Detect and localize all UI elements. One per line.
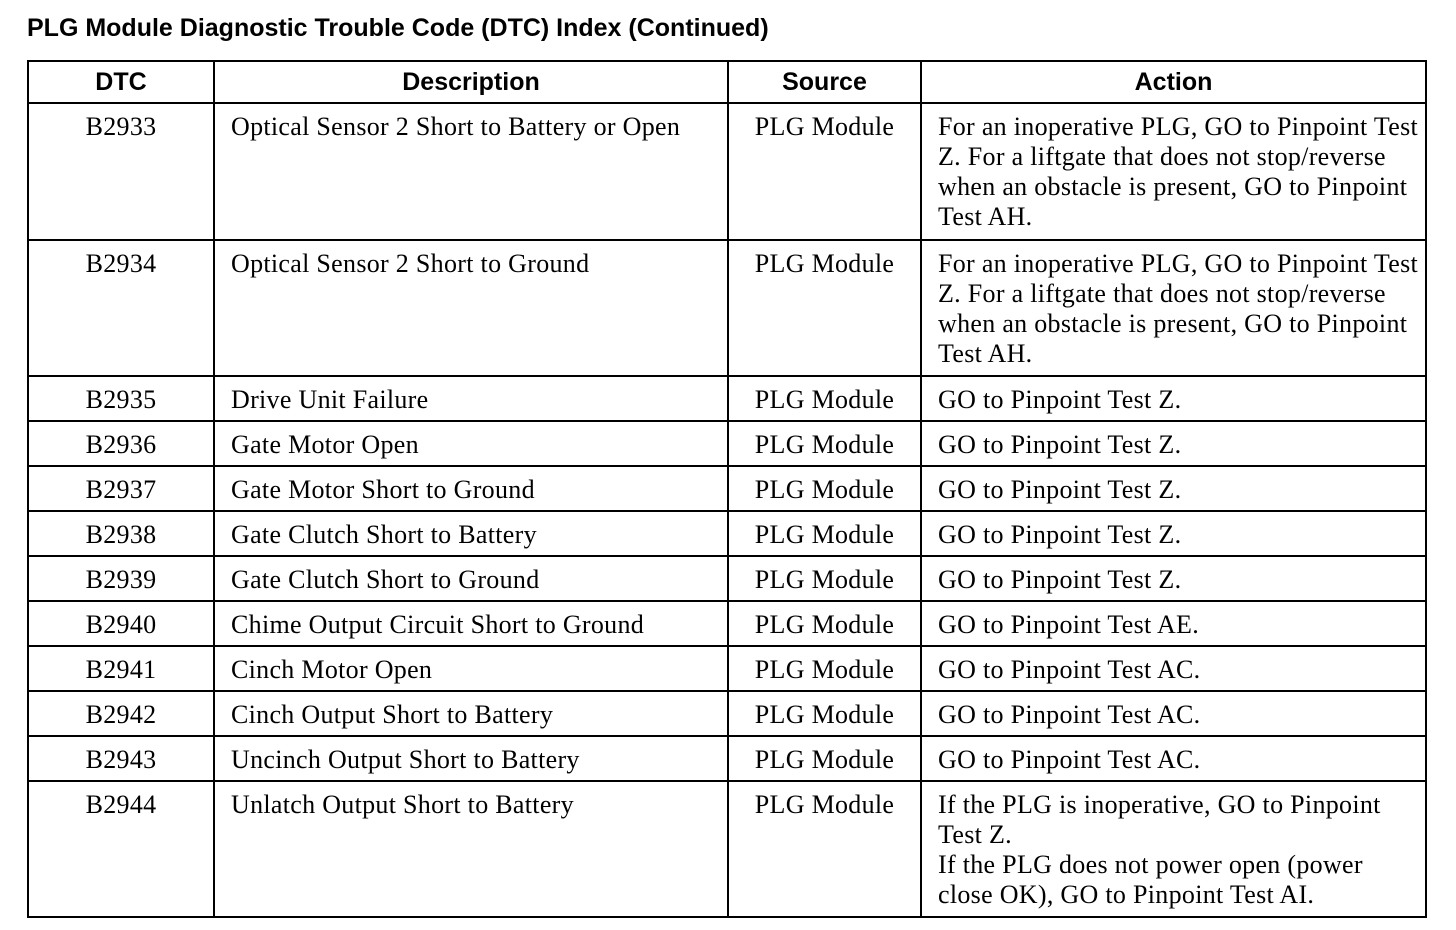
- description-cell: Uncinch Output Short to Battery: [214, 736, 728, 781]
- source-cell: PLG Module: [728, 376, 921, 421]
- dtc-index-table: [27, 60, 1427, 918]
- description-cell: Cinch Output Short to Battery: [214, 691, 728, 736]
- table-body: [28, 103, 1426, 917]
- column-header-dtc: DTC: [28, 61, 214, 103]
- dtc-code-cell: B2941: [28, 646, 214, 691]
- table-row: [28, 736, 1426, 781]
- table-row: [28, 103, 1426, 240]
- source-cell: PLG Module: [728, 103, 921, 240]
- source-cell: PLG Module: [728, 466, 921, 511]
- column-header-description: Description: [214, 61, 728, 103]
- action-cell: GO to Pinpoint Test Z.: [921, 421, 1426, 466]
- source-cell: PLG Module: [728, 736, 921, 781]
- table-row: [28, 691, 1426, 736]
- source-cell: PLG Module: [728, 511, 921, 556]
- dtc-code-cell: B2940: [28, 601, 214, 646]
- description-cell: Gate Clutch Short to Battery: [214, 511, 728, 556]
- description-cell: Gate Motor Short to Ground: [214, 466, 728, 511]
- table-row: [28, 556, 1426, 601]
- table-row: [28, 646, 1426, 691]
- source-cell: PLG Module: [728, 781, 921, 917]
- table-row: [28, 376, 1426, 421]
- dtc-code-cell: B2943: [28, 736, 214, 781]
- action-cell: GO to Pinpoint Test Z.: [921, 376, 1426, 421]
- action-cell: GO to Pinpoint Test AC.: [921, 736, 1426, 781]
- table-row: [28, 511, 1426, 556]
- action-cell: For an inoperative PLG, GO to Pinpoint Test Z. For a liftgate that does not stop/reverse when an obstacle is present, GO to Pinpoint Test AH.: [921, 240, 1426, 376]
- action-cell: GO to Pinpoint Test Z.: [921, 511, 1426, 556]
- table-row: [28, 421, 1426, 466]
- action-cell: GO to Pinpoint Test Z.: [921, 466, 1426, 511]
- description-cell: Optical Sensor 2 Short to Battery or Open: [214, 103, 728, 240]
- source-cell: PLG Module: [728, 240, 921, 376]
- table-row: [28, 781, 1426, 917]
- dtc-code-cell: B2934: [28, 240, 214, 376]
- dtc-code-cell: B2933: [28, 103, 214, 240]
- description-cell: Gate Clutch Short to Ground: [214, 556, 728, 601]
- table-row: [28, 466, 1426, 511]
- page-title: PLG Module Diagnostic Trouble Code (DTC) Index (Continued): [27, 14, 769, 42]
- source-cell: PLG Module: [728, 646, 921, 691]
- dtc-code-cell: B2938: [28, 511, 214, 556]
- description-cell: Optical Sensor 2 Short to Ground: [214, 240, 728, 376]
- source-cell: PLG Module: [728, 691, 921, 736]
- column-header-source: Source: [728, 61, 921, 103]
- description-cell: Gate Motor Open: [214, 421, 728, 466]
- header-row: [28, 61, 1426, 103]
- action-cell: If the PLG is inoperative, GO to Pinpoint Test Z. If the PLG does not power open (power close OK), GO to Pinpoint Test AI.: [921, 781, 1426, 917]
- dtc-code-cell: B2937: [28, 466, 214, 511]
- action-cell: GO to Pinpoint Test AC.: [921, 691, 1426, 736]
- description-cell: Unlatch Output Short to Battery: [214, 781, 728, 917]
- action-cell: GO to Pinpoint Test AC.: [921, 646, 1426, 691]
- action-cell: GO to Pinpoint Test Z.: [921, 556, 1426, 601]
- column-header-action: Action: [921, 61, 1426, 103]
- dtc-code-cell: B2944: [28, 781, 214, 917]
- description-cell: Chime Output Circuit Short to Ground: [214, 601, 728, 646]
- dtc-code-cell: B2936: [28, 421, 214, 466]
- action-cell: For an inoperative PLG, GO to Pinpoint Test Z. For a liftgate that does not stop/reverse when an obstacle is present, GO to Pinpoint Test AH.: [921, 103, 1426, 240]
- description-cell: Cinch Motor Open: [214, 646, 728, 691]
- table-row: [28, 240, 1426, 376]
- dtc-code-cell: B2939: [28, 556, 214, 601]
- source-cell: PLG Module: [728, 601, 921, 646]
- source-cell: PLG Module: [728, 556, 921, 601]
- action-cell: GO to Pinpoint Test AE.: [921, 601, 1426, 646]
- dtc-code-cell: B2935: [28, 376, 214, 421]
- table-header: [28, 61, 1426, 103]
- dtc-code-cell: B2942: [28, 691, 214, 736]
- table-row: [28, 601, 1426, 646]
- source-cell: PLG Module: [728, 421, 921, 466]
- description-cell: Drive Unit Failure: [214, 376, 728, 421]
